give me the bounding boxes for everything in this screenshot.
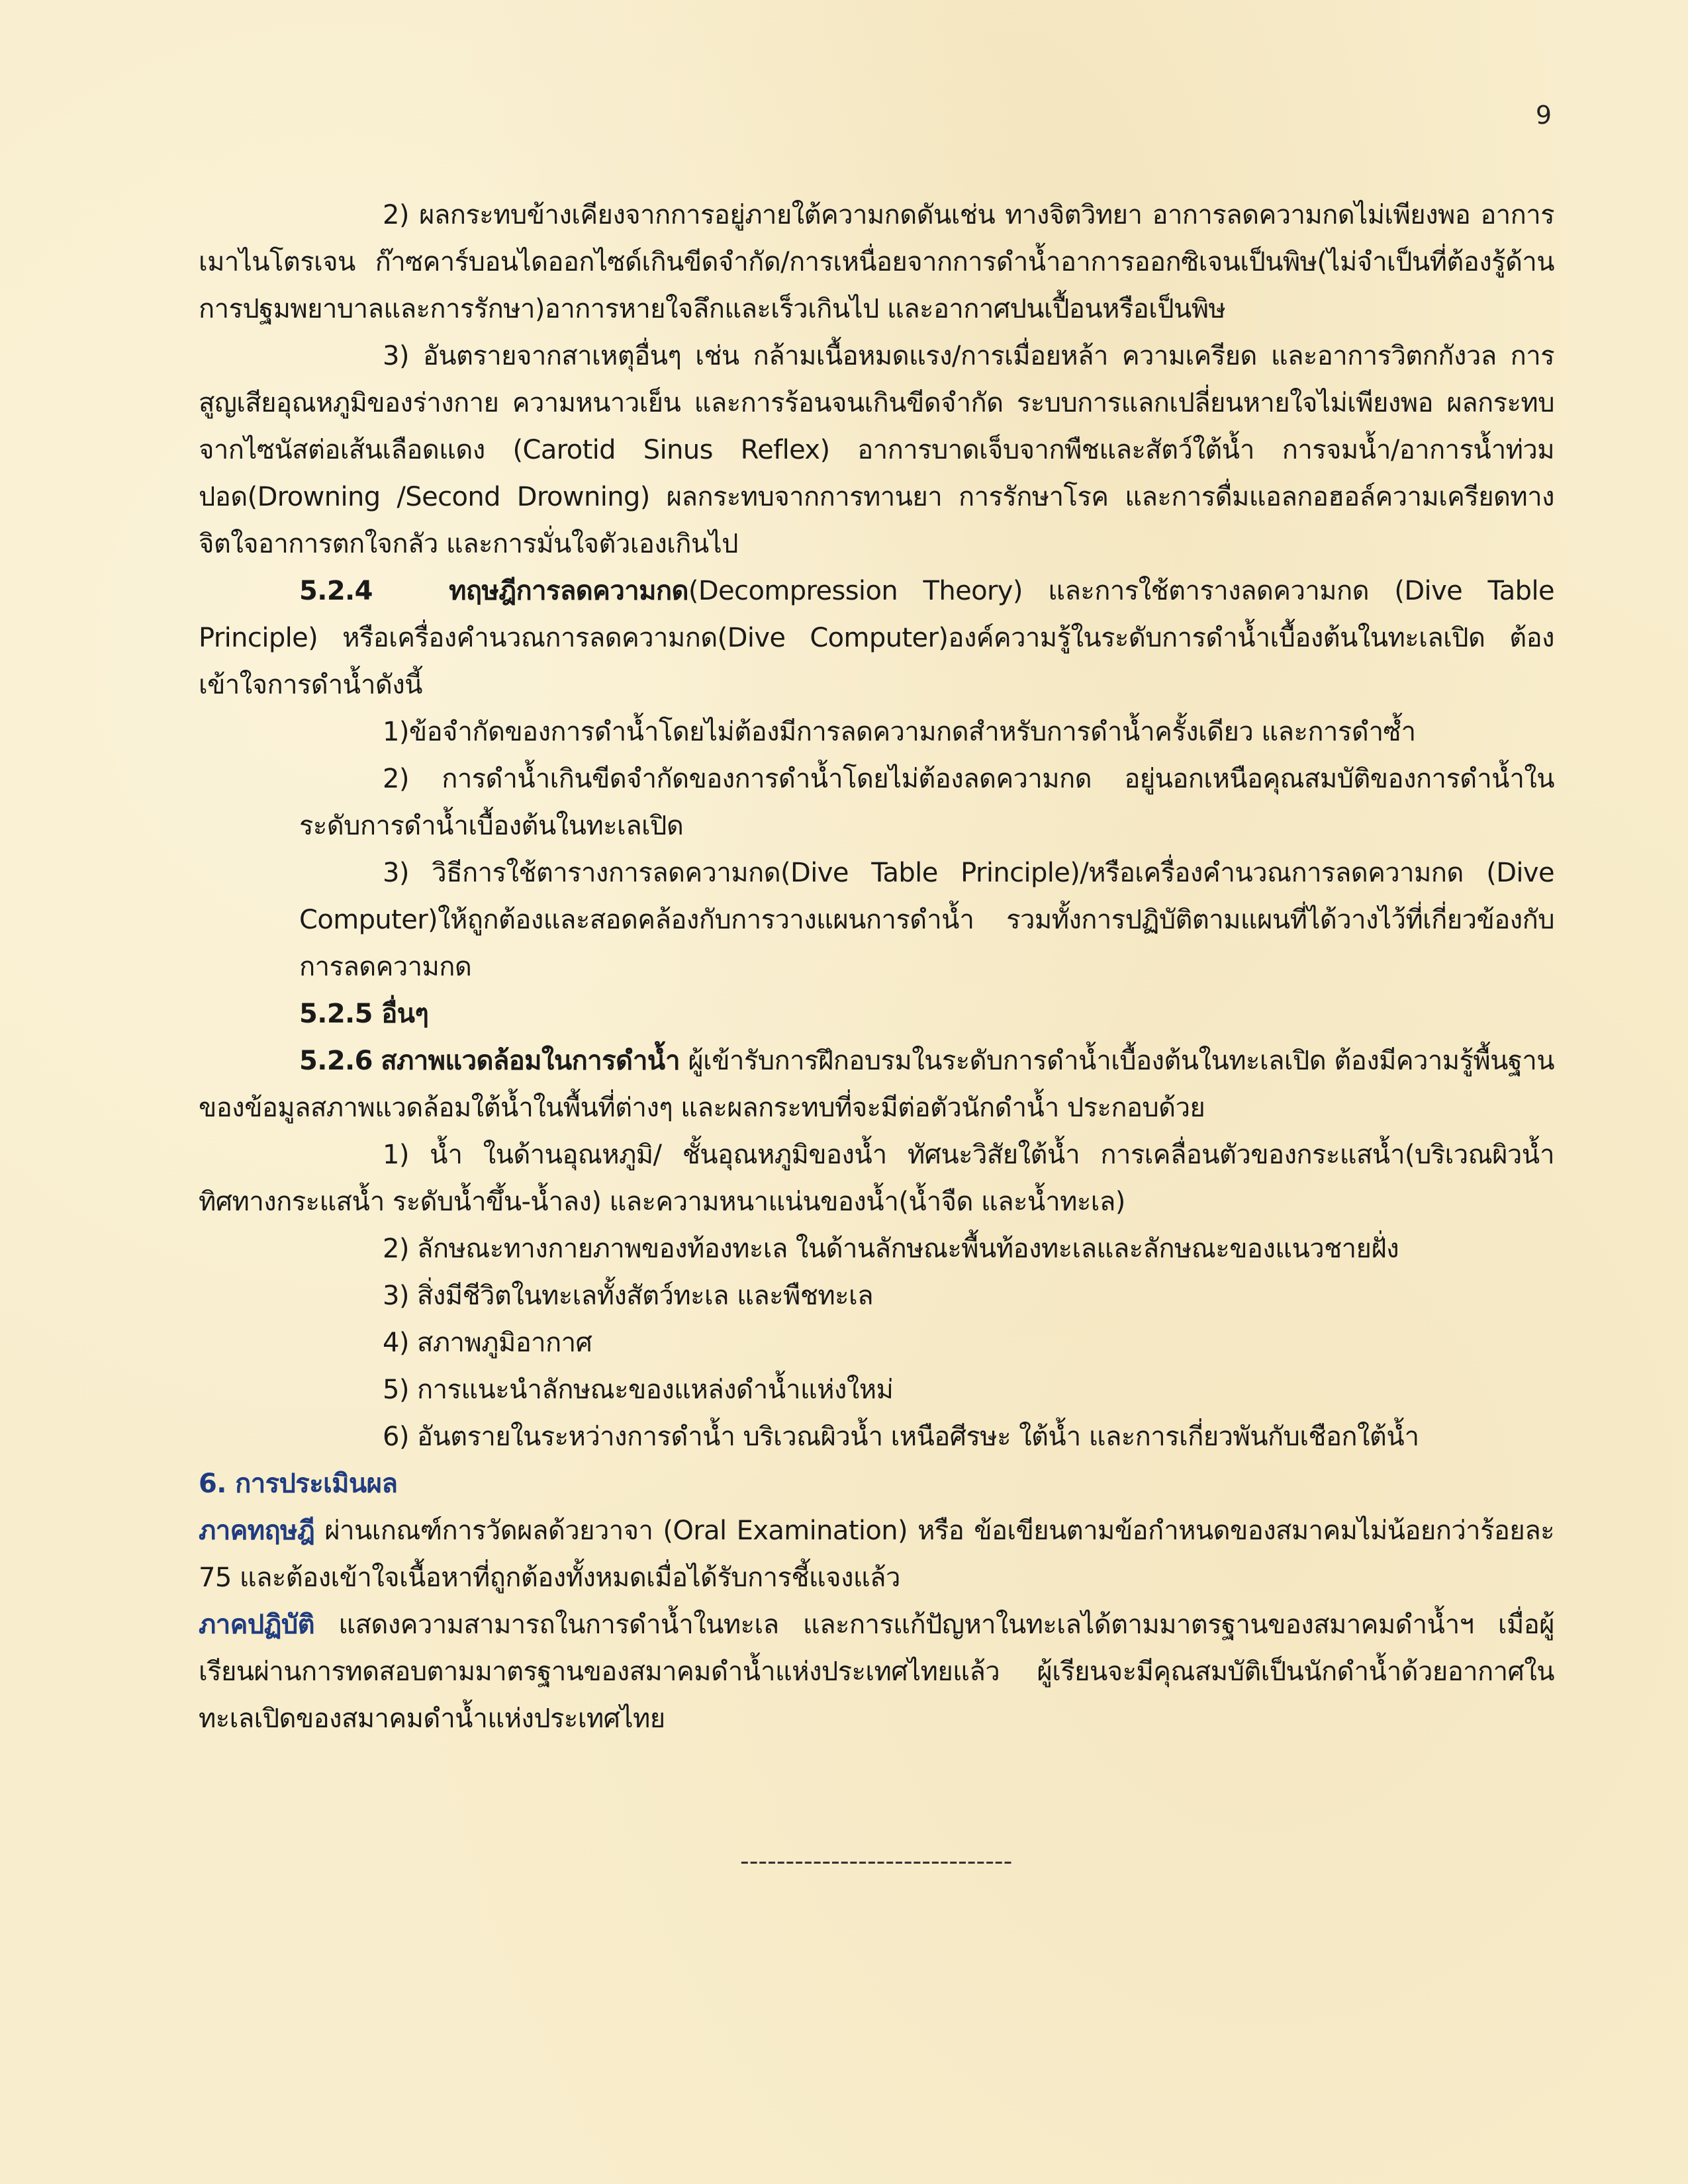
section-5-2-5-label: 5.2.5 อื่นๆ [299, 999, 429, 1029]
practice-label: ภาคปฏิบัติ [199, 1610, 314, 1640]
theory-text: ผ่านเกณฑ์การวัดผลด้วยวาจา (Oral Examination) หรือ ข้อเขียนตามข้อกำหนดของสมาคมไม่น้อยกว่าร้อยละ 75 และต้องเข้าใจเนื้อหาที่ถูกต้องทั้งหมดเมื่อได้รับการชี้แจงแล้ว [199, 1516, 1554, 1593]
page-number: 9 [1535, 101, 1552, 130]
section-5-2-6-title: สภาพแวดล้อมในการดำน้ำ [381, 1046, 680, 1076]
practice-text: แสดงความสามารถในการดำน้ำในทะเล และการแก้ปัญหาในทะเลได้ตามมาตรฐานของสมาคมดำน้ำฯ เมื่อผู้เรียนผ่านการทดสอบตามมาตรฐานของสมาคมดำน้ำแห่งประเทศไทยแล้ว ผู้เรียนจะมีคุณสมบัติเป็นนักดำน้ำด้วยอากาศในทะเลเปิดของสมาคมดำน้ำแห่งประเทศไทย [199, 1610, 1554, 1734]
theory-label: ภาคทฤษฎี [199, 1516, 315, 1546]
section-5-2-6-item-3: 3) สิ่งมีชีวิตในทะเลทั้งสัตว์ทะเล และพืชทะเล [383, 1281, 874, 1311]
section-5-2-4-item-1: 1)ข้อจำกัดของการดำน้ำโดยไม่ต้องมีการลดความกดสำหรับการดำน้ำครั้งเดียว และการดำซ้ำ [383, 717, 1416, 747]
section-5-2-4-item-3: 3) วิธีการใช้ตารางการลดความกด(Dive Table Principle)/หรือเครื่องคำนวณการลดความกด (Dive Computer)ให้ถูกต้องและสอดคล้องกับการวางแผนการดำน้ำ รวมทั้งการปฏิบัติตามแผนที่ได้วางไว้ที่เกี่ยวข้องกับการลดความกด [299, 858, 1554, 982]
section-6-practice [199, 1602, 1554, 1743]
section-6-theory [199, 1508, 1554, 1602]
section-5-2-4 [199, 568, 1554, 709]
section-5-2-4-title: ทฤษฎีการลดความกด [449, 576, 688, 606]
section-5-2-6-item-5: 5) การแนะนำลักษณะของแหล่งดำน้ำแห่งใหม่ [383, 1375, 894, 1405]
paragraph-item-3: 3) อันตรายจากสาเหตุอื่นๆ เช่น กล้ามเนื้อหมดแรง/การเมื่อยหล้า ความเครียด และอาการวิตกกังวล การสูญเสียอุณหภูมิของร่างกาย ความหนาวเย็น และการร้อนจนเกินขีดจำกัด ระบบการแลกเปลี่ยนหายใจไม่เพียงพอ ผลกระทบจากไซนัสต่อเส้นเลือดแดง (Carotid Sinus Reflex) อาการบาดเจ็บจากพืชและสัตว์ใต้น้ำ การจมน้ำ/อาการน้ำท่วมปอด(Drowning /Second Drowning) ผลกระทบจากการทานยา การรักษาโรค และการดื่มแอลกอฮอล์ความเครียดทางจิตใจอาการตกใจกลัว และการมั่นใจตัวเองเกินไป [199, 341, 1554, 559]
section-5-2-6-text: ผู้เข้ารับการฝึกอบรมในระดับการดำน้ำเบื้องต้นในทะเลเปิด ต้องมีความรู้พื้นฐานของข้อมูลสภาพแวดล้อมใต้น้ำในพื้นที่ต่างๆ และผลกระทบที่จะมีต่อตัวนักดำน้ำ ประกอบด้วย [199, 1046, 1555, 1123]
paragraph-item-2: 2) ผลกระทบข้างเคียงจากการอยู่ภายใต้ความกดดันเช่น ทางจิตวิทยา อาการลดความกดไม่เพียงพอ อาการเมาไนโตรเจน ก๊าซคาร์บอนไดออกไซด์เกินขีดจำกัด/การเหนื่อยจากการดำน้ำอาการออกซิเจนเป็นพิษ(ไม่จำเป็นที่ต้องรู้ด้านการปฐมพยาบาลและการรักษา)อาการหายใจลึกและเร็วเกินไป และอากาศปนเปื้อนหรือเป็นพิษ [199, 200, 1554, 324]
end-separator: ------------------------------ [740, 1846, 1013, 1876]
section-5-2-6-item-1: 1) น้ำ ในด้านอุณหภูมิ/ ชั้นอุณหภูมิของน้ำ ทัศนะวิสัยใต้น้ำ การเคลื่อนตัวของกระแสน้ำ(บริเวณผิวน้ำ ทิศทางกระแสน้ำ ระดับน้ำขึ้น-น้ำลง) และความหนาแน่นของน้ำ(น้ำจืด และน้ำทะเล) [199, 1140, 1554, 1217]
section-5-2-4-text: (Decompression Theory) และการใช้ตารางลดความกด (Dive Table Principle) หรือเครื่องคำนวณการลดความกด(Dive Computer)องค์ความรู้ในระดับการดำน้ำเบื้องต้นในทะเลเปิด ต้องเข้าใจการดำน้ำดังนี้ [199, 576, 1554, 700]
section-5-2-4-number: 5.2.4 [299, 576, 373, 606]
section-5-2-6-item-4: 4) สภาพภูมิอากาศ [383, 1328, 592, 1358]
section-5-2-6 [199, 1038, 1554, 1132]
section-5-2-6-item-6: 6) อันตรายในระหว่างการดำน้ำ บริเวณผิวน้ำ เหนือศีรษะ ใต้น้ำ และการเกี่ยวพันกับเชือกใต้น้ำ [383, 1422, 1419, 1452]
section-6-title: 6. การประเมินผล [199, 1469, 398, 1499]
section-5-2-4-item-2: 2) การดำน้ำเกินขีดจำกัดของการดำน้ำโดยไม่ต้องลดความกด อยู่นอกเหนือคุณสมบัติของการดำน้ำในระดับการดำน้ำเบื้องต้นในทะเลเปิด [299, 764, 1554, 841]
section-5-2-6-item-2: 2) ลักษณะทางกายภาพของท้องทะเล ในด้านลักษณะพื้นท้องทะเลและลักษณะของแนวชายฝั่ง [383, 1234, 1399, 1264]
document-body [199, 192, 1554, 1743]
section-5-2-6-number: 5.2.6 [299, 1046, 373, 1076]
section-5-2-5-title [199, 991, 1554, 1038]
